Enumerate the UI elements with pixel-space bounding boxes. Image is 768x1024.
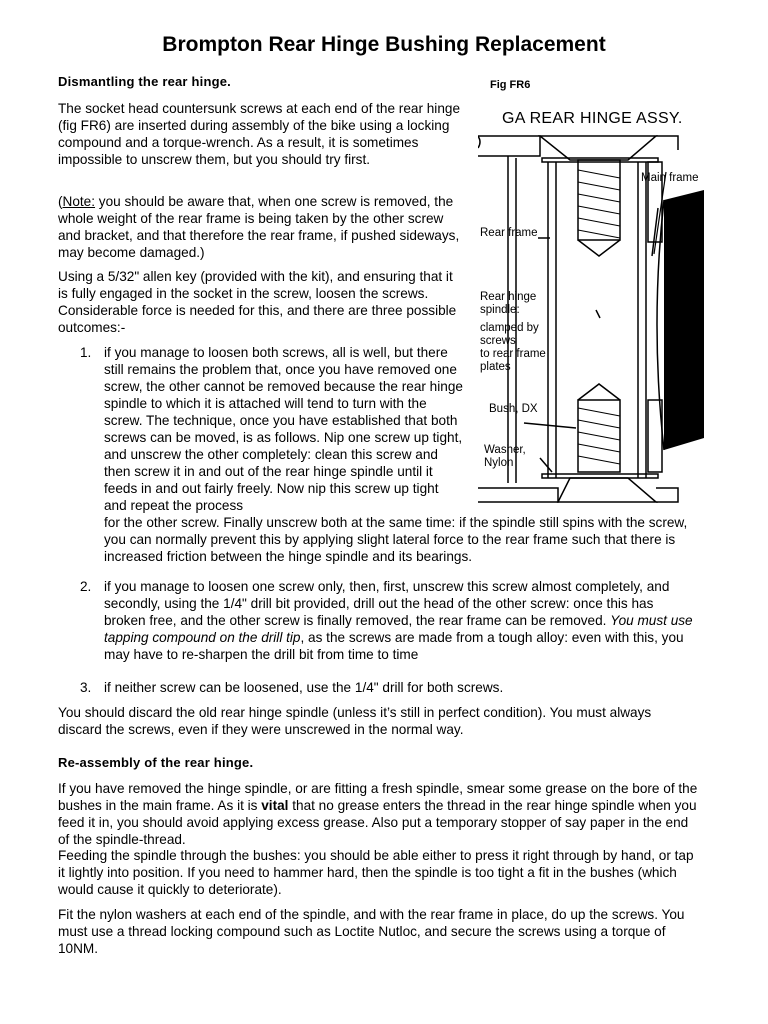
- paragraph-grease: If you have removed the hinge spindle, or are fitting a fresh spindle, smear some grease on the bore of the bushes in the main frame. As it is vital that no grease enters the thread in the rear hinge spindle when you feed it in, you should avoid applying excess grease. Also put a temporary stopper of say paper in the end of the spindle-thread.: [58, 781, 698, 847]
- note-text: you should be aware that, when one screw is removed, the whole weight of the rear frame is being taken by the other screw and bracket, and that therefore the rear frame, if pushed sideways, may become damaged.): [58, 194, 460, 260]
- list-item-text: if you manage to loosen one screw only, then, first, unscrew this screw almost completely, and secondly, using the 1/4" drill bit provided, drill out the head of the other screw: once this has broken free, and the other screw is finally removed, the rear frame can be removed. You must use tapping compound on the drill tip, as the screws are made from a tough alloy: even with this, you may have to re-sharpen the drill bit from time to time: [104, 579, 693, 662]
- top-screw-thread: [578, 160, 620, 240]
- paragraph-discard: You should discard the old rear hinge spindle (unless it’s still in perfect condition). You must always discard the screws, even if they were unscrewed in the normal way.: [58, 705, 652, 737]
- emphasis-vital: vital: [261, 798, 289, 813]
- top-plate: [478, 136, 540, 156]
- label-washer: Washer, Nylon: [484, 444, 526, 469]
- page-title: Brompton Rear Hinge Bushing Replacement: [162, 33, 606, 56]
- emphasis-tapping-compound: You must use tapping compound on the drill tip: [104, 613, 693, 645]
- list-number: 3.: [80, 680, 92, 695]
- section-heading-dismantling: Dismantling the rear hinge.: [58, 74, 231, 89]
- list-item-3: [58, 679, 698, 696]
- figure-title: GA REAR HINGE ASSY.: [502, 110, 683, 127]
- label-bush: Bush, DX: [489, 403, 538, 415]
- section-heading-reassembly: Re-assembly of the rear hinge.: [58, 755, 254, 770]
- label-main-frame: Main frame: [641, 172, 699, 184]
- paragraph-intro: The socket head countersunk screws at each end of the rear hinge (fig FR6) are inserted during assembly of the bike using a locking compound and a torque-wrench. As a result, it is sometimes impossible to unscrew them, but you should try first.: [58, 101, 461, 167]
- list-item-2: [58, 578, 698, 663]
- bottom-screw-head: [558, 478, 656, 502]
- washer-bottom: [542, 474, 658, 478]
- paragraph-allen-key: Using a 5/32" allen key (provided with the kit), and ensuring that it is fully engaged in the socket in the screw, loosen the screws. Considerable force is needed for this, and there are three possible outcomes:-: [58, 269, 457, 335]
- figure-caption: Fig FR6: [490, 79, 531, 91]
- list-number: 1.: [80, 345, 92, 360]
- bottom-plate: [478, 488, 558, 502]
- top-screw-head: [540, 136, 656, 160]
- list-item-text-continued: for the other screw. Finally unscrew both at the same time: if the spindle still spins with the screw, you can normally prevent this by applying slight lateral force to the rear frame such that there is increased friction between the hinge spindle and its bearings.: [104, 515, 688, 564]
- paragraph-washers: Fit the nylon washers at each end of the spindle, and with the rear frame in place, do up the screws. You must use a thread locking compound such as Loctite Nutloc, and secure the screws using a torque of 10NM.: [58, 907, 685, 956]
- list-item-text: if you manage to loosen both screws, all is well, but there still remains the problem that, once you have removed one screw, the other cannot be removed because the rear hinge spindle to which it is attached will tend to turn with the screw. The technique, once you have established that both screws can be moved, is as follows. Nip one screw up tight, and unscrew the other completely: clean this screw and then screw it in and out of the rear hinge spindle until it feeds in and out fairly freely. Now nip this screw up tight and repeat the process: [104, 345, 463, 513]
- main-frame: [664, 190, 704, 450]
- list-item-text: if neither screw can be loosened, use the 1/4" drill for both screws.: [104, 680, 504, 695]
- paragraph-note: [58, 193, 462, 261]
- paragraph-feeding: Feeding the spindle through the bushes: you should be able either to press it right through by hand, or tap it lightly into position. If you need to hammer hard, then the spindle is too tight a fit in the bushes (which would cause it quickly to deteriorate).: [58, 848, 694, 897]
- label-rear-frame: Rear frame: [480, 227, 538, 239]
- note-label: Note:: [62, 194, 96, 209]
- note-open: (: [58, 194, 63, 209]
- label-spindle: Rear hinge spindle:: [480, 291, 537, 316]
- list-number: 2.: [80, 579, 92, 594]
- label-clamped: clamped by screws to rear frame plates: [480, 322, 546, 373]
